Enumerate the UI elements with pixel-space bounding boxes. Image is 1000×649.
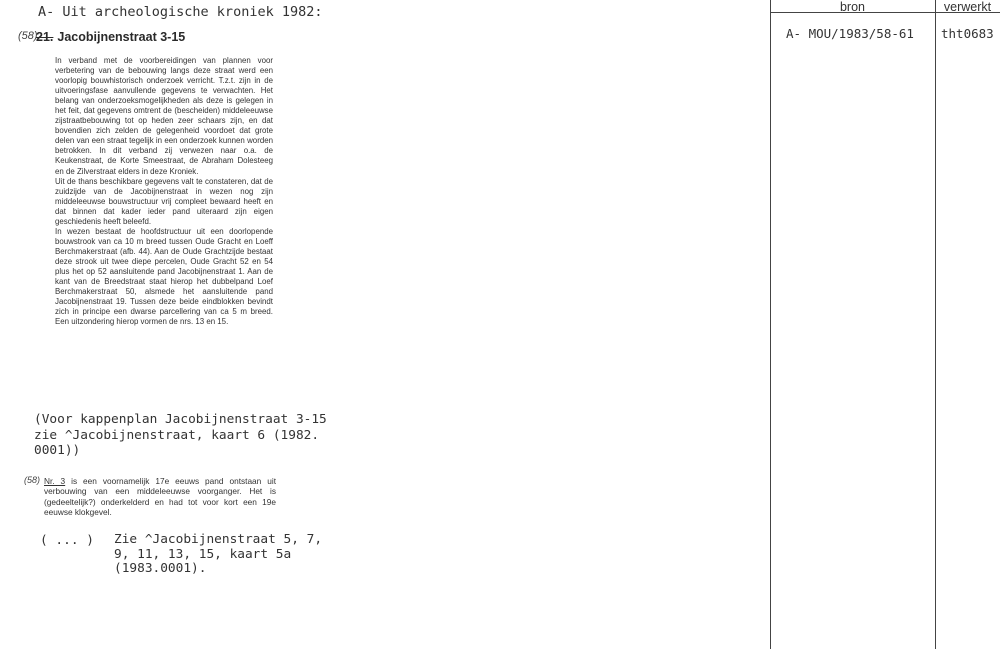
- kappenplan-reference: (Voor kappenplan Jacobijnenstraat 3-15 zie ^Jacobijnenstraat, kaart 6 (1982. 0001)): [34, 412, 327, 458]
- entry2-label: Nr. 3: [44, 476, 66, 486]
- entry-title: [36, 30, 185, 44]
- processed-code: tht0683: [941, 26, 994, 41]
- entry-paragraph: In wezen bestaat de hoofdstructuur uit een doorlopende bouwstrook van ca 10 m breed tussen Oude Gracht en Loeff Berchmakerstraat (afb. 44). Aan de Oude Grachtzijde bestaat deze strook uit twee diepe percelen, Oude Gracht 52 en 54 plus het op 52 aansluitende pand Jacobijnenstraat 1. Aan de kant van de Breedstraat staat hierop het dubbelpand Loef Berchmakerstraat 50, alsmede het aansluitende pand Jacobijnenstraat 19. Tussen deze beide eindblokken bevindt zich in principe een dwarse parcellering van ca 5 m breed. Een uitzondering hierop vormen de nrs. 13 en 15.: [55, 226, 273, 327]
- entry-margin-mark: (58): [18, 30, 38, 42]
- entry-title-text: Jacobijnenstraat 3-15: [57, 30, 186, 44]
- bron-column-left-rule: [770, 0, 771, 649]
- entry-paragraph: Uit de thans beschikbare gegevens valt te constateren, dat de zuidzijde van de Jacobijnenstraat in wezen nog zijn middeleeuwse bouwstructuur vrij compleet bewaard heeft en dat binnen dat kader ieder pand uiteraard zijn eigen geschiedenis heeft beleefd.: [55, 176, 273, 226]
- kaart-reference: Zie ^Jacobijnenstraat 5, 7, 9, 11, 13, 15, kaart 5a (1983.0001).: [114, 532, 323, 576]
- entry-paragraph: In verband met de voorbereidingen van plannen voor verbetering van de bebouwing langs deze straat werd een voorlopig bouwhistorisch onderzoek verricht. T.z.t. zijn in de uitvoeringsfase aanvullende gegevens te verwachten. Het belang van onderzoeksmogelijkheden als deze is gelegen in het feit, dat gegevens omtrent de (bescheiden) middeleeuwse zijstraatbebouwing tot op heden zeer schaars zijn, en dat bovendien zich zelden de gelegenheid voordoet dat grote delen van een straat tegelijk in een onderzoek kunnen worden betrokken. In dit verband zij verwezen naar o.a. de Keukenstraat, de Korte Smeestraat, de Abraham Dolesteeg en de Zilverstraat elders in deze Kroniek.: [55, 56, 273, 176]
- source-reference: A- MOU/1983/58-61: [786, 26, 914, 41]
- struck-entry-number: 21.: [36, 30, 54, 44]
- ellipsis-marker: ( ... ): [40, 533, 94, 548]
- verwerkt-column-header: verwerkt: [943, 0, 992, 14]
- entry2-margin-mark: (58): [24, 475, 41, 485]
- entry-body: [55, 56, 273, 327]
- bron-column-header: bron: [839, 0, 866, 14]
- document-heading: A- Uit archeologische kroniek 1982:: [38, 4, 323, 20]
- entry2-body: [44, 476, 276, 517]
- bron-column-right-rule: [935, 0, 936, 649]
- entry2-text: is een voornamelijk 17e eeuws pand ontstaan uit verbouwing van een middeleeuwse voorganger. Het is (gedeeltelijk?) onderkelderd en had tot voor kort een 19e eeuwse klokgevel.: [44, 476, 276, 517]
